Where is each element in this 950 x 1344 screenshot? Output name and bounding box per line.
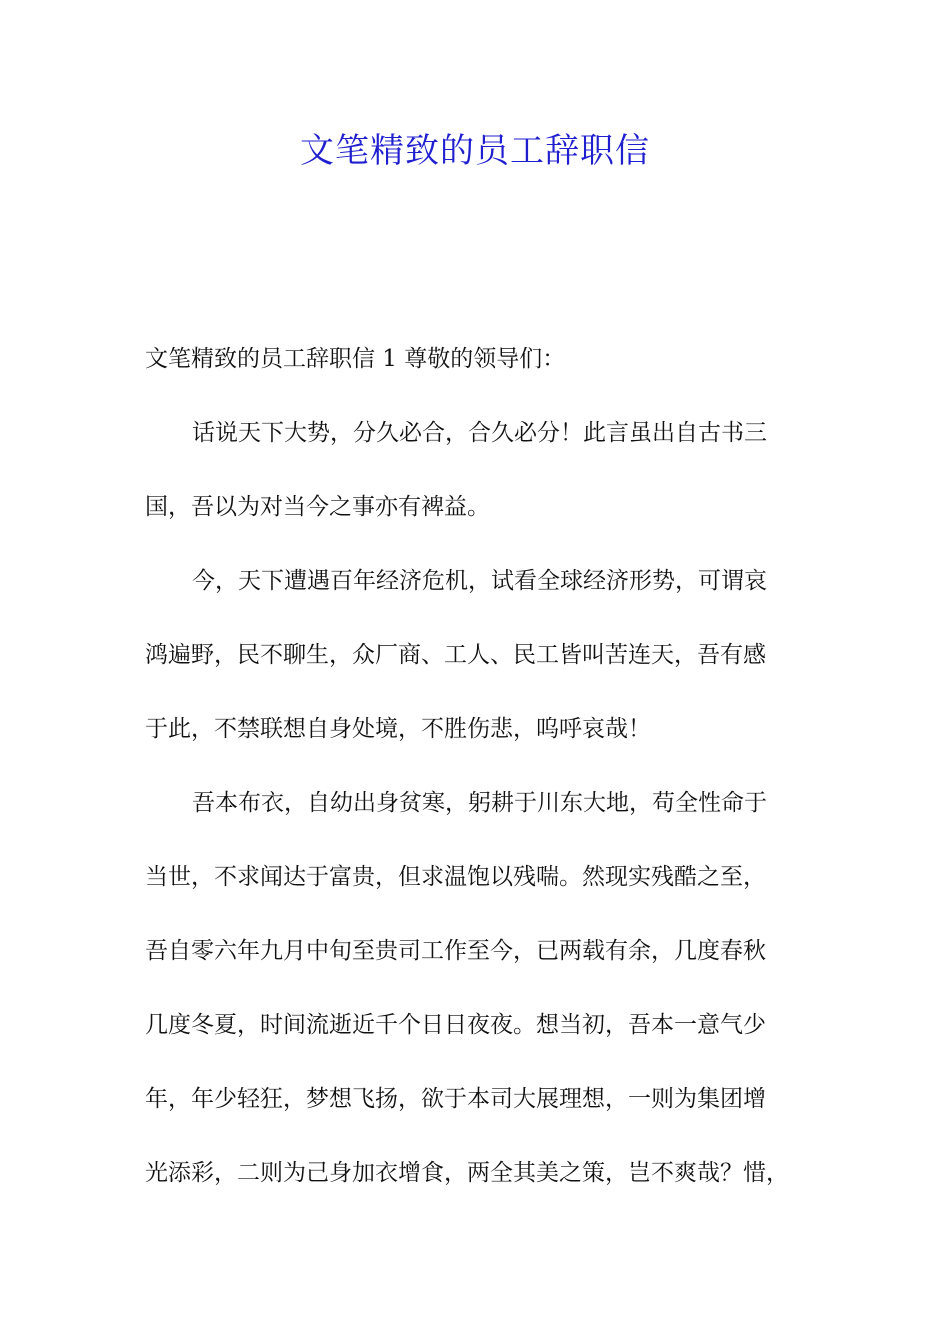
body-line: 于此，不禁联想自身处境，不胜伤悲，呜呼哀哉！ bbox=[145, 716, 651, 742]
body-line: 光添彩，二则为己身加衣增食，两全其美之策，岂不爽哉？惜， bbox=[145, 1160, 789, 1186]
document-title: 文笔精致的员工辞职信 bbox=[300, 131, 650, 171]
body-line: 年，年少轻狂，梦想飞扬，欲于本司大展理想，一则为集团增 bbox=[145, 1086, 766, 1112]
body-line: 今，天下遭遇百年经济危机，试看全球经济形势，可谓哀 bbox=[192, 568, 767, 594]
body-line: 当世，不求闻达于富贵，但求温饱以残喘。然现实残酷之至， bbox=[145, 864, 766, 890]
body-line: 话说天下大势，分久必合，合久必分！此言虽出自古书三 bbox=[192, 420, 767, 446]
body-line: 国，吾以为对当今之事亦有裨益。 bbox=[145, 494, 490, 520]
body-line: 几度冬夏，时间流逝近千个日日夜夜。想当初，吾本一意气少 bbox=[145, 1012, 766, 1038]
body-line: 鸿遍野，民不聊生，众厂商、工人、民工皆叫苦连天，吾有感 bbox=[145, 642, 766, 668]
document-body bbox=[145, 334, 825, 1222]
body-line: 吾本布衣，自幼出身贫寒，躬耕于川东大地，苟全性命于 bbox=[192, 790, 767, 816]
body-line: 吾自零六年九月中旬至贵司工作至今，已两载有余，几度春秋 bbox=[145, 938, 766, 964]
body-line-salutation: 文笔精致的员工辞职信 1 尊敬的领导们： bbox=[145, 346, 566, 372]
